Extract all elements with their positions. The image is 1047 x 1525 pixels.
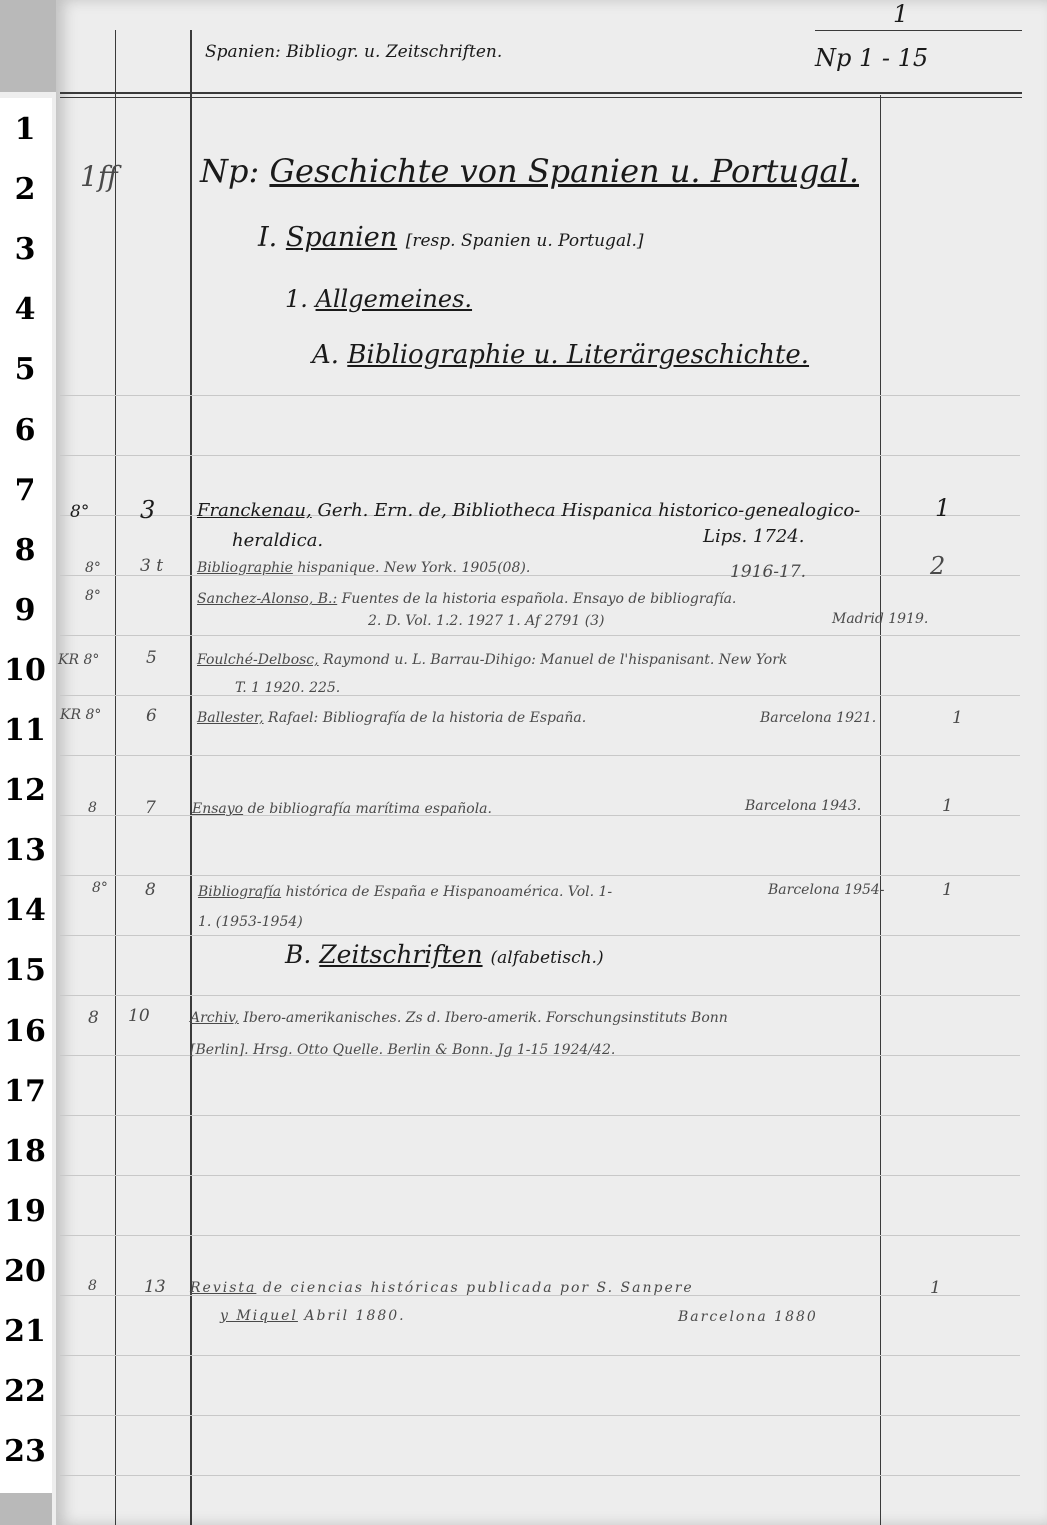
heading-zeitschriften-note: (alfabetisch.)	[490, 948, 604, 968]
entry-number: 6	[146, 706, 157, 726]
entry-imprint: Madrid 1919.	[832, 611, 929, 627]
entry-author: Foulché-Delbosc,	[197, 652, 319, 668]
entry-title: Gerh. Ern. de, Bibliotheca Hispanica historico-genealogico-	[317, 500, 861, 521]
line-number: 5	[14, 352, 36, 388]
line-number: 1	[14, 112, 36, 147]
entry-title-lead: Bibliografía	[198, 884, 282, 900]
entry-count: 1	[942, 796, 953, 816]
entry-years: 1916-17.	[730, 562, 807, 582]
line-number: 11	[4, 713, 46, 748]
heading-allgemeines-title: Allgemeines.	[315, 285, 473, 313]
entry-format: 8°	[85, 588, 101, 604]
entry-author: Ballester,	[197, 710, 264, 726]
column-rule-1	[115, 30, 116, 1525]
entry-imprint: Barcelona 1954-	[768, 882, 885, 898]
entry-title-lead: Ensayo	[192, 801, 244, 817]
header-subject: Spanien: Bibliogr. u. Zeitschriften.	[205, 42, 503, 62]
entry-imprint: Lips. 1724.	[703, 526, 805, 547]
entry-line-1	[197, 560, 530, 576]
faint-line	[60, 635, 1020, 636]
entry-format: KR 8°	[58, 652, 100, 668]
entry-format: 8	[88, 1278, 97, 1294]
heading-allgemeines	[285, 285, 472, 313]
entry-line-2: heraldica.	[232, 530, 324, 551]
entry-line-2	[220, 1308, 406, 1324]
entry-title: Fuentes de la historia española. Ensayo de bibliografía.	[341, 591, 737, 607]
margin-strip-bottom	[0, 1493, 52, 1525]
faint-line	[60, 455, 1020, 456]
line-number: 19	[4, 1193, 46, 1229]
heading-section-1-note: [resp. Spanien u. Portugal.]	[405, 231, 644, 251]
line-number: 4	[14, 292, 36, 328]
entry-title-lead: Revista	[190, 1280, 257, 1296]
line-number: 8	[14, 532, 36, 568]
line-number: 18	[4, 1133, 46, 1169]
entry-line-1	[190, 1010, 728, 1026]
entry-number: 10	[128, 1006, 150, 1026]
entry-number: 3	[140, 496, 156, 524]
entry-imprint: Barcelona 1921.	[760, 710, 877, 726]
heading-np	[200, 152, 859, 190]
entry-number: 3 t	[140, 556, 164, 576]
entry-line-1	[197, 652, 787, 668]
heading-zeitschriften	[285, 940, 604, 969]
heading-np-title: Geschichte von Spanien u. Portugal.	[269, 152, 859, 190]
entry-title: Bibliographie	[197, 560, 293, 576]
entry-title: Ibero-amerikanisches. Zs d. Ibero-amerik. Forschungsinstituts Bonn	[243, 1010, 728, 1026]
entry-title: Raymond u. L. Barrau-Dihigo: Manuel de l'hispanisant. New York	[323, 652, 788, 668]
entry-count: 1	[942, 880, 953, 900]
faint-line	[60, 875, 1020, 876]
entry-count: 1	[930, 1278, 941, 1298]
entry-imprint: Barcelona 1880	[678, 1309, 818, 1325]
faint-line	[60, 395, 1020, 396]
faint-line	[60, 1235, 1020, 1236]
page-number: 1	[893, 0, 909, 28]
line-number: 17	[4, 1073, 46, 1109]
entry-title: de ciencias históricas publicada por S. Sanpere	[262, 1280, 694, 1296]
entry-title: Rafael: Bibliografía de la historia de España.	[268, 710, 587, 726]
line-number: 22	[4, 1374, 46, 1410]
entry-format: 8°	[85, 560, 101, 576]
header-rule-2	[60, 97, 1022, 98]
heading-section-1-title: Spanien	[285, 222, 398, 253]
faint-line	[60, 1115, 1020, 1116]
line-number: 9	[14, 592, 36, 628]
entry-line-1	[197, 591, 736, 607]
entry-line-2: [Berlin]. Hrsg. Otto Quelle. Berlin & Bonn. Jg 1-15 1924/42.	[190, 1042, 616, 1058]
shelf-range: Np 1 - 15	[815, 44, 929, 72]
entry-line-1	[190, 1280, 694, 1296]
entry-line-2: 1. (1953-1954)	[198, 914, 303, 930]
faint-line	[60, 935, 1020, 936]
line-number: 7	[14, 472, 36, 508]
margin-mark: 1ff	[80, 160, 118, 193]
faint-line	[60, 1475, 1020, 1476]
entry-line-1	[197, 500, 860, 521]
faint-line	[60, 695, 1020, 696]
heading-allgemeines-prefix: 1.	[285, 285, 308, 313]
line-number: 6	[14, 412, 36, 448]
entry-line-2: T. 1 1920. 225.	[235, 680, 341, 696]
entry-author: Sanchez-Alonso, B.:	[197, 591, 338, 607]
page-number-rule	[815, 30, 1022, 31]
entry-format: 8°	[70, 502, 90, 522]
heading-np-prefix: Np:	[200, 152, 260, 190]
faint-line	[60, 755, 1020, 756]
heading-bibliographie	[312, 340, 809, 370]
line-number: 20	[4, 1253, 46, 1289]
entry-title: de bibliografía marítima española.	[247, 801, 492, 817]
entry-author: Franckenau,	[197, 500, 312, 521]
entry-number: 13	[144, 1277, 166, 1297]
margin-strip-top	[0, 0, 58, 92]
entry-count: 1	[952, 708, 963, 728]
entry-imprint: hispanique. New York. 1905(08).	[297, 560, 531, 576]
entry-number: 7	[145, 798, 156, 818]
heading-zeitschriften-prefix: B.	[285, 940, 312, 969]
line-number: 16	[4, 1013, 46, 1049]
entry-format: 8°	[92, 880, 108, 896]
header-rule	[60, 92, 1022, 94]
entry-imprint: Barcelona 1943.	[745, 798, 862, 814]
line-number: 14	[4, 893, 46, 929]
entry-format: 8	[88, 1008, 99, 1028]
entry-line-1	[197, 710, 586, 726]
entry-number: 8	[145, 880, 156, 900]
line-number: 13	[4, 833, 46, 869]
entry-number: 5	[146, 648, 157, 668]
heading-section-1-prefix: I.	[258, 222, 278, 253]
faint-line	[60, 1415, 1020, 1416]
line-number: 12	[4, 773, 46, 809]
heading-zeitschriften-title: Zeitschriften	[319, 940, 483, 969]
heading-bibliographie-prefix: A.	[312, 340, 340, 370]
entry-count: 1	[935, 494, 951, 522]
heading-bibliographie-title: Bibliographie u. Literärgeschichte.	[347, 340, 810, 370]
entry-line-1	[198, 884, 612, 900]
entry-title: histórica de España e Hispanoamérica. Vol. 1-	[285, 884, 613, 900]
entry-line-2: 2. D. Vol. 1.2. 1927 1. Af 2791 (3)	[368, 613, 605, 629]
entry-line-1	[192, 801, 492, 817]
entry-format: 8	[88, 800, 97, 816]
faint-line	[60, 1175, 1020, 1176]
entry-count: 2	[930, 552, 946, 580]
line-number: 2	[14, 172, 36, 208]
line-number: 15	[4, 953, 46, 989]
faint-line	[60, 995, 1020, 996]
entry-title-cont-lead: y Miquel	[220, 1308, 298, 1324]
entry-title-cont: Abril 1880.	[304, 1308, 406, 1324]
column-rule-3	[880, 95, 881, 1525]
heading-section-1	[258, 222, 644, 253]
faint-line	[60, 1355, 1020, 1356]
entry-format: KR 8°	[60, 707, 102, 723]
line-number: 3	[14, 232, 36, 268]
line-number: 21	[4, 1314, 46, 1349]
column-rule-2	[190, 30, 192, 1525]
line-number: 23	[4, 1434, 46, 1470]
entry-title-lead: Archiv,	[190, 1010, 239, 1026]
line-number: 10	[4, 652, 46, 688]
